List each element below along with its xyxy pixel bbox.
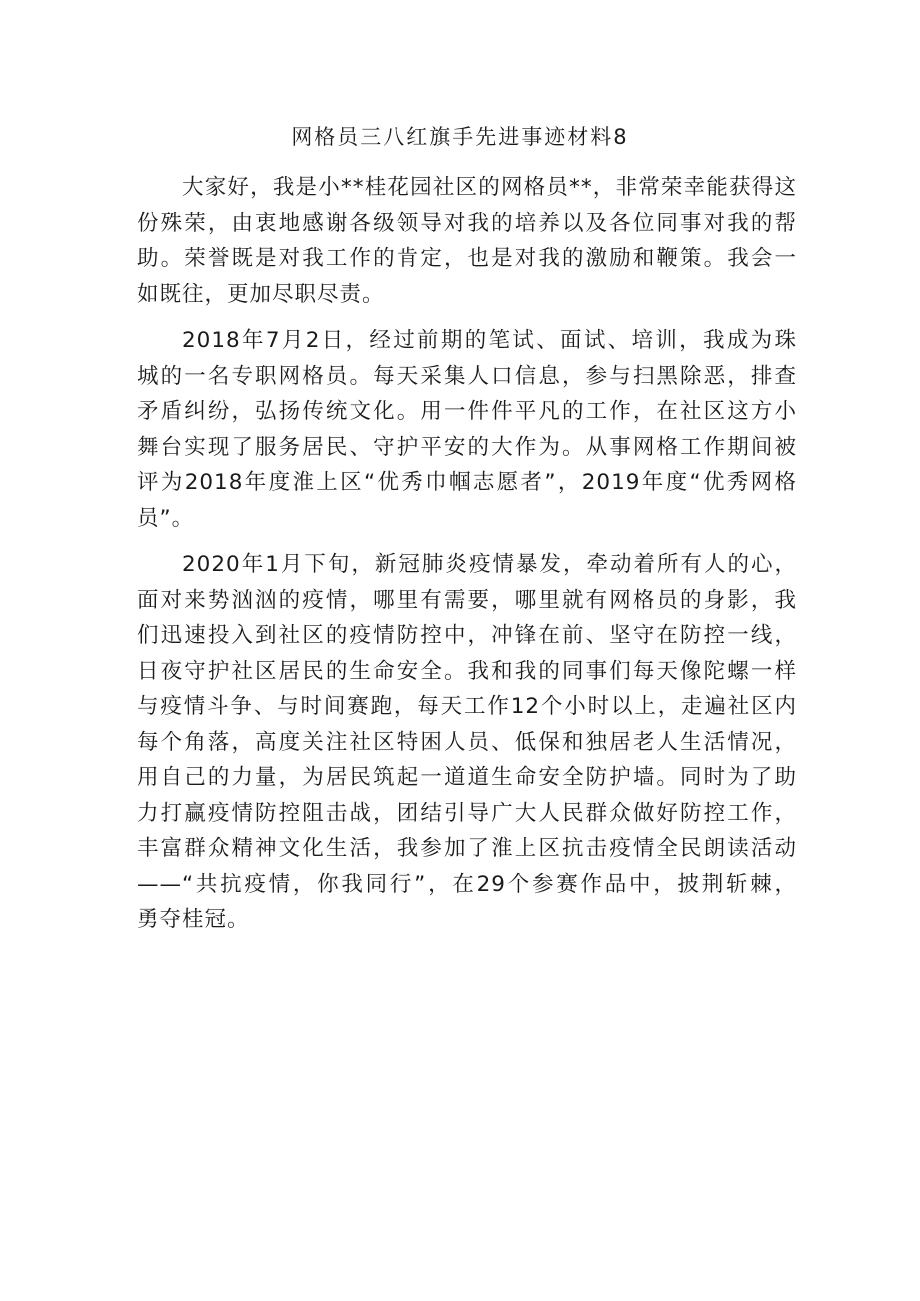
paragraph-line: 矛盾纠纷，弘扬传统文化。用一件件平凡的工作，在社区这方小 [137,399,797,424]
paragraph-gap [137,536,797,547]
document-title: 网格员三八红旗手先进事迹材料8 [291,125,629,149]
paragraph-3 [137,547,797,938]
paragraph-line: 舞台实现了服务居民、守护平安的大作为。从事网格工作期间被 [137,434,797,460]
paragraph-line: 如既往，更加尽职尽责。 [137,281,385,307]
paragraph-line: 每个角落，高度关注社区特困人员、低保和独居老人生活情况， [137,729,797,755]
paragraph-gap [137,312,797,323]
paragraph-line: 评为2018年度淮上区“优秀巾帼志愿者”，2019年度“优秀网格 [137,470,797,495]
document-body [137,170,797,938]
paragraph-line: 员”。 [137,505,195,531]
paragraph-2 [137,323,797,536]
paragraph-line: 力打赢疫情防控阻击战，团结引导广大人民群众做好防控工作， [137,800,797,826]
paragraph-line: 大家好，我是小**桂花园社区的网格员**，非常荣幸能获得这 [182,175,797,200]
paragraph-line: 份殊荣，由衷地感谢各级领导对我的培养以及各位同事对我的帮 [137,210,797,236]
paragraph-1 [137,170,797,312]
paragraph-line: 用自己的力量，为居民筑起一道道生命安全防护墙。同时为了助 [137,765,797,790]
paragraph-line: 面对来势汹汹的疫情，哪里有需要，哪里就有网格员的身影，我 [137,587,797,613]
paragraph-line: 日夜守护社区居民的生命安全。我和我的同事们每天像陀螺一样 [137,658,797,684]
paragraph-line: 勇夺桂冠。 [137,907,250,932]
paragraph-line: 助。荣誉既是对我工作的肯定，也是对我的激励和鞭策。我会一 [137,246,797,271]
paragraph-line: 与疫情斗争、与时间赛跑，每天工作12个小时以上，走遍社区内 [137,694,797,719]
paragraph-line: ——“共抗疫情，你我同行”，在29个参赛作品中，披荆斩棘， [137,871,797,897]
paragraph-line: 丰富群众精神文化生活，我参加了淮上区抗击疫情全民朗读活动 [137,836,797,861]
paragraph-line: 2018年7月2日，经过前期的笔试、面试、培训，我成为珠 [182,328,797,353]
paragraph-line: 2020年1月下旬，新冠肺炎疫情暴发，牵动着所有人的心， [182,552,797,577]
paragraph-line: 们迅速投入到社区的疫情防控中，冲锋在前、坚守在防控一线， [137,623,797,648]
paragraph-line: 城的一名专职网格员。每天采集人口信息，参与扫黑除恶，排查 [137,363,797,389]
